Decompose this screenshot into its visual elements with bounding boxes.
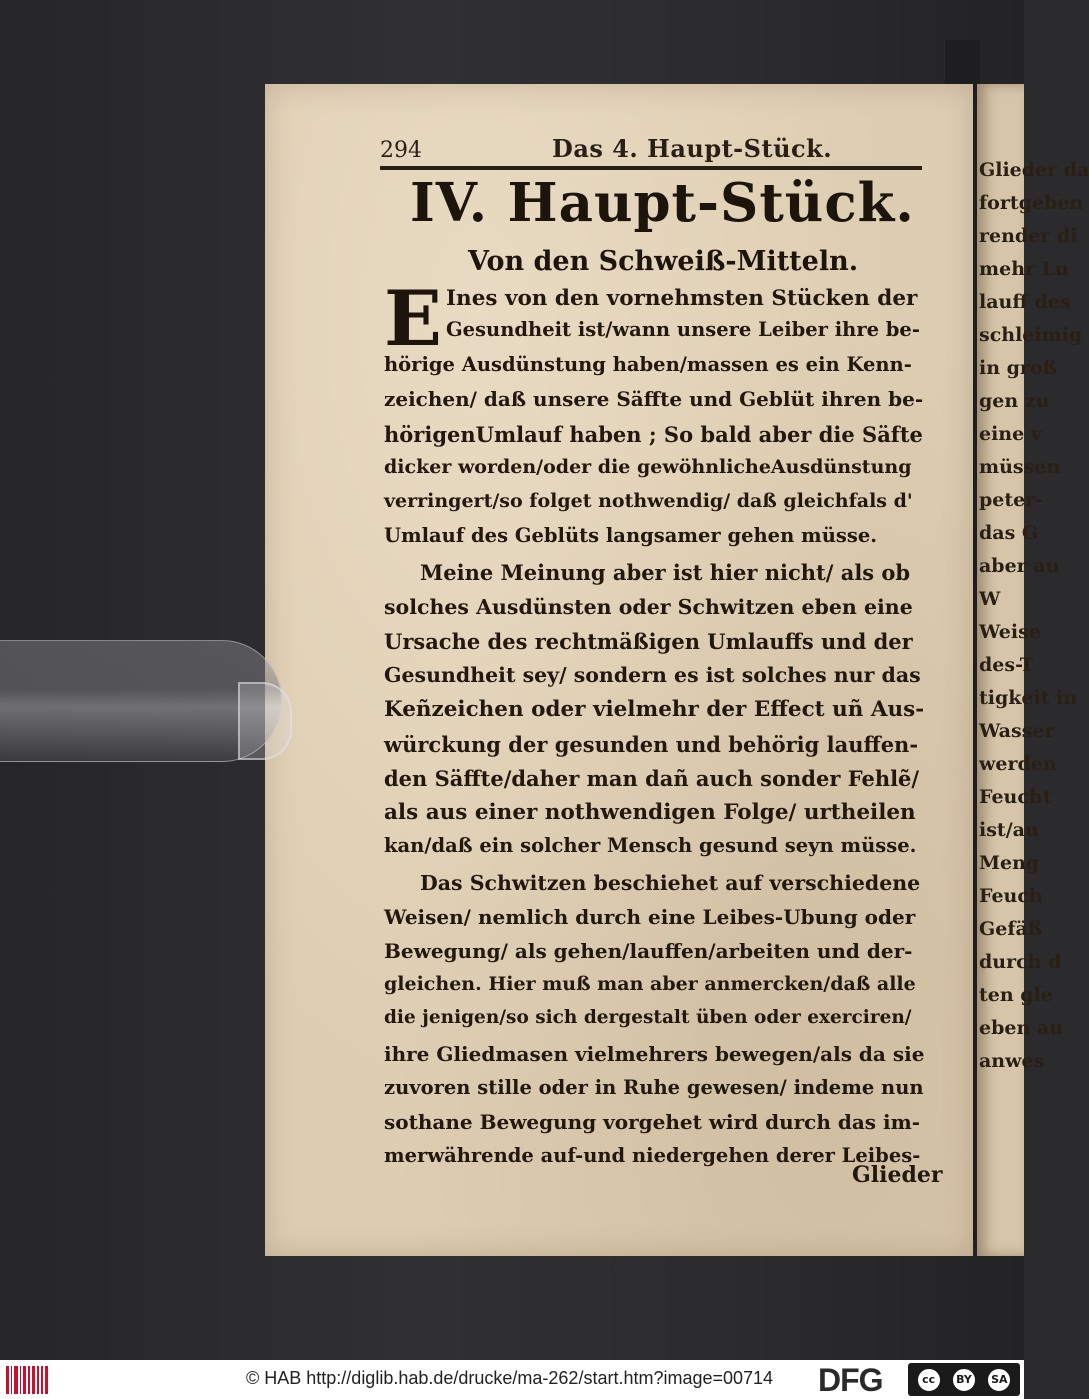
facing-page-fragment-line: tigkeit in: [979, 687, 1078, 709]
text-line: kan/daß ein solcher Mensch gesund seyn müsse.: [384, 834, 917, 857]
facing-page-fragment-line: durch d: [979, 951, 1062, 973]
facing-page-fragment-line: peter-: [979, 489, 1044, 511]
facing-page-fragment-line: mehr Lu: [979, 258, 1069, 280]
glass-plate-tip: [238, 682, 292, 760]
text-line: als aus einer nothwendigen Folge/ urtheilen: [384, 799, 916, 825]
text-line: würckung der gesunden und behörig lauffen-: [384, 731, 919, 757]
text-line: Bewegung/ als gehen/lauffen/arbeiten und der-: [384, 939, 913, 964]
facing-page-text: [977, 154, 1089, 1078]
text-line: die jenigen/so sich dergestalt üben oder exerciren/: [384, 1007, 912, 1029]
facing-page-fragment-line: das G: [979, 522, 1039, 544]
chapter-subtitle: Von den Schweiß-Mitteln.: [468, 246, 859, 277]
facing-page-fragment-line: müssen: [979, 456, 1061, 478]
text-line: solches Ausdünsten oder Schwitzen eben eine: [384, 595, 913, 620]
facing-page-fragment-line: in groß: [979, 357, 1058, 379]
catchword: Glieder: [852, 1162, 943, 1188]
text-line: Gesundheit sey/ sondern es ist solches nur das: [384, 663, 921, 688]
dfg-logo: DFG: [818, 1362, 883, 1398]
text-line: hörigenUmlauf haben ; So bald aber die Säfte: [384, 421, 923, 447]
facing-page-fragment-line: eine v: [979, 423, 1042, 445]
text-line: Weisen/ nemlich durch eine Leibes-Ubung oder: [384, 905, 916, 930]
text-line: zeichen/ daß unsere Säffte und Geblüt ihren be-: [384, 387, 924, 412]
text-line: Keñzeichen oder vielmehr der Effect uñ Aus-: [384, 697, 925, 723]
page-header: [380, 134, 920, 168]
facing-page-fragment-line: ten gle: [979, 984, 1053, 1006]
hab-barcode-logo: [6, 1366, 48, 1394]
facing-page-fragment-line: Wasser: [979, 720, 1055, 742]
text-line: Umlauf des Geblüts langsamer gehen müsse.: [384, 524, 878, 548]
header-rule: [380, 166, 922, 170]
chapter-title: IV. Haupt-Stück.: [410, 172, 915, 234]
text-line: Gesundheit ist/wann unsere Leiber ihre be-: [446, 318, 920, 342]
text-line: Das Schwitzen beschiehet auf verschiedene: [420, 870, 921, 895]
source-credit-link[interactable]: © HAB http://diglib.hab.de/drucke/ma-262/start.htm?image=00714: [246, 1368, 774, 1388]
text-line: zuvoren stille oder in Ruhe gewesen/ indeme nun: [384, 1075, 924, 1099]
cc-license-badge[interactable]: [908, 1363, 1020, 1396]
facing-page-fragment-line: gen zu: [979, 390, 1050, 412]
text-line: ihre Gliedmasen vielmehrers bewegen/als da sie: [384, 1041, 925, 1066]
facing-page-fragment-line: werden: [979, 753, 1057, 775]
facing-page-fragment-line: Feuch: [979, 885, 1043, 907]
text-line: gleichen. Hier muß man aber anmercken/daß alle: [384, 973, 916, 996]
facing-page-fragment-line: render di: [979, 225, 1078, 247]
text-line: Ursache des rechtmäßigen Umlauffs und der: [384, 629, 913, 655]
facing-page-fragment-line: schleimig: [979, 324, 1083, 346]
facing-page-fragment-line: anwes: [979, 1050, 1045, 1072]
text-line: Ines von den vornehmsten Stücken der: [446, 286, 918, 311]
facing-page-fragment-line: lauff des: [979, 291, 1071, 313]
text-line: dicker worden/oder die gewöhnlicheAusdünstung: [384, 455, 912, 478]
facing-page-fragment-line: des-T: [979, 654, 1034, 676]
facing-page-fragment: [977, 84, 1089, 1256]
text-line: den Säffte/daher man dañ auch sonder Fehlẽ/: [384, 765, 920, 791]
drop-capital: E: [384, 274, 442, 363]
facing-page-fragment-line: Feucht: [979, 786, 1052, 808]
cc-icon: cc: [916, 1367, 942, 1393]
facing-page-fragment-line: eben au: [979, 1017, 1064, 1039]
text-line: merwährende auf-und niedergehen derer Leibes-: [384, 1144, 921, 1167]
running-head: Das 4. Haupt-Stück.: [552, 134, 833, 163]
facing-page-fragment-line: ist/au: [979, 819, 1039, 841]
by-icon: BY: [951, 1367, 977, 1393]
text-line: Meine Meinung aber ist hier nicht/ als ob: [420, 560, 911, 585]
page-number: 294: [380, 138, 422, 163]
text-line: sothane Bewegung vorgehet wird durch das im-: [384, 1109, 921, 1134]
facing-page-fragment-line: aber au: [979, 555, 1060, 577]
facing-page-fragment-line: Glieder da: [979, 159, 1089, 181]
text-line: verringert/so folget nothwendig/ daß gleichfals d': [384, 489, 913, 512]
facing-page-fragment-line: Meng: [979, 852, 1040, 874]
facing-page-fragment-line: W: [979, 588, 1001, 610]
sa-icon: SA: [986, 1367, 1012, 1393]
facing-page-fragment-line: fortgeben: [979, 192, 1084, 214]
facing-page-fragment-line: Weise: [979, 621, 1041, 643]
footer-bar: [0, 1360, 1024, 1399]
text-line: hörige Ausdünstung haben/massen es ein Kenn-: [384, 353, 912, 377]
facing-page-fragment-line: Gefäß: [979, 918, 1043, 940]
